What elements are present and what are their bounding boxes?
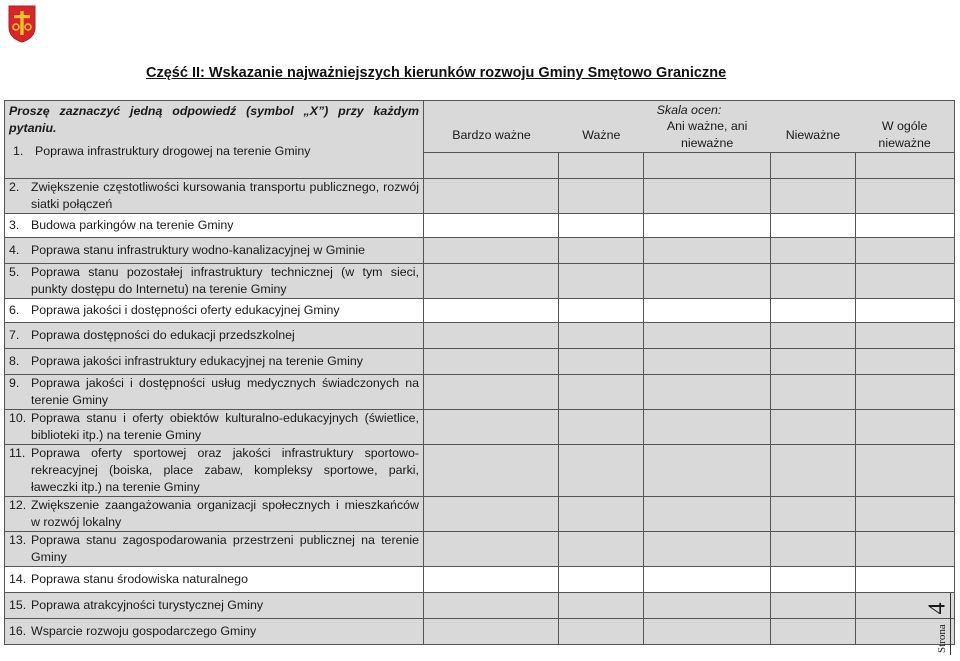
- answer-cell[interactable]: [771, 619, 856, 645]
- question-text: Poprawa stanu infrastruktury wodno-kanalizacyjnej w Gminie: [31, 243, 366, 257]
- question-text: Wsparcie rozwoju gospodarczego Gminy: [31, 624, 257, 638]
- answer-cell[interactable]: [644, 497, 771, 532]
- table-row: [5, 567, 955, 593]
- answer-cell[interactable]: [771, 410, 856, 445]
- answer-cell[interactable]: [771, 238, 856, 264]
- answer-cell[interactable]: [559, 264, 644, 299]
- answer-cell[interactable]: [644, 619, 771, 645]
- answer-cell[interactable]: [856, 497, 955, 532]
- answer-cell[interactable]: [856, 375, 955, 410]
- scale-title: Skala ocen:: [656, 103, 722, 117]
- answer-cell[interactable]: [424, 238, 559, 264]
- answer-cell[interactable]: [771, 593, 856, 619]
- answer-cell[interactable]: [856, 214, 955, 238]
- question-text: Poprawa oferty sportowej oraz jakości infrastruktury sportowo-rekreacyjnej (boiska, place zabaw, kompleksy sportowe, parki, ławeczki itp.) na terenie Gminy: [31, 446, 419, 494]
- answer-cell[interactable]: [559, 238, 644, 264]
- answer-cell[interactable]: [856, 238, 955, 264]
- question-text: Poprawa stanu pozostałej infrastruktury technicznej (w tym sieci, punkty dostępu do Internetu) na terenie Gminy: [31, 265, 419, 296]
- question-cell: [5, 375, 424, 410]
- question-text: Zwiększenie zaangażowania organizacji społecznych i mieszkańców w rozwój lokalny: [31, 498, 419, 529]
- answer-cell[interactable]: [856, 532, 955, 567]
- question-text: Zwiększenie częstotliwości kursowania transportu publicznego, rozwój siatki połączeń: [31, 180, 419, 211]
- question-text: Poprawa jakości i dostępności usług medycznych świadczonych na terenie Gminy: [31, 376, 419, 407]
- question-text: Poprawa stanu środowiska naturalnego: [31, 572, 248, 586]
- answer-cell[interactable]: [559, 375, 644, 410]
- answer-cell[interactable]: [424, 497, 559, 532]
- answer-cell[interactable]: [856, 445, 955, 497]
- answer-cell[interactable]: [644, 323, 771, 349]
- question-number: 16.: [9, 624, 27, 638]
- answer-cell[interactable]: [644, 593, 771, 619]
- table-row: [5, 264, 955, 299]
- section-title: Część II: Wskazanie najważniejszych kierunków rozwoju Gminy Smętowo Graniczne: [146, 65, 727, 81]
- question-number: 4.: [9, 243, 20, 257]
- scale-labels: [424, 118, 954, 152]
- answer-cell[interactable]: [644, 567, 771, 593]
- answer-cell[interactable]: [644, 410, 771, 445]
- question-text: Poprawa infrastruktury drogowej na terenie Gminy: [35, 144, 311, 158]
- answer-cell[interactable]: [644, 375, 771, 410]
- answer-cell[interactable]: [644, 445, 771, 497]
- answer-cell[interactable]: [424, 179, 559, 214]
- question-cell: [5, 619, 424, 645]
- answer-cell[interactable]: [771, 299, 856, 323]
- table-row: [5, 349, 955, 375]
- page-number-marker: [924, 595, 951, 653]
- scale-label-not-important-at-all: W ogóle nieważne: [878, 119, 931, 150]
- answer-cell[interactable]: [856, 264, 955, 299]
- scale-label-important: Ważne: [582, 127, 621, 142]
- table-row: [5, 238, 955, 264]
- answer-cell[interactable]: [424, 445, 559, 497]
- table-row: [5, 410, 955, 445]
- answer-cell[interactable]: [856, 153, 955, 179]
- question-number: 15.: [9, 598, 27, 612]
- answer-cell[interactable]: [771, 214, 856, 238]
- question-cell: [5, 264, 424, 299]
- table-row: [5, 445, 955, 497]
- question-number: 11.: [9, 446, 26, 460]
- question-number: 1.: [13, 144, 24, 158]
- answer-cell[interactable]: [771, 323, 856, 349]
- question-cell: [5, 445, 424, 497]
- question-number: 9.: [9, 376, 20, 390]
- answer-cell[interactable]: [644, 349, 771, 375]
- question-text: Budowa parkingów na terenie Gminy: [31, 218, 234, 232]
- answer-cell[interactable]: [856, 410, 955, 445]
- answer-cell[interactable]: [856, 179, 955, 214]
- answer-cell[interactable]: [644, 153, 771, 179]
- table-row: [5, 179, 955, 214]
- answer-cell[interactable]: [559, 497, 644, 532]
- scale-header: [424, 101, 955, 153]
- table-header-row: [5, 101, 955, 153]
- answer-cell[interactable]: [771, 349, 856, 375]
- answer-cell[interactable]: [644, 299, 771, 323]
- question-number: 6.: [9, 303, 20, 317]
- answer-cell[interactable]: [424, 349, 559, 375]
- scale-label-very-important: Bardzo ważne: [452, 127, 531, 142]
- rating-table: [4, 100, 955, 645]
- answer-cell[interactable]: [424, 375, 559, 410]
- answer-cell[interactable]: [559, 532, 644, 567]
- table-row: [5, 214, 955, 238]
- answer-cell[interactable]: [424, 153, 559, 179]
- question-number: 3.: [9, 218, 20, 232]
- answer-cell[interactable]: [559, 567, 644, 593]
- answer-cell[interactable]: [644, 264, 771, 299]
- question-cell: [5, 179, 424, 214]
- answer-cell[interactable]: [424, 410, 559, 445]
- answer-cell[interactable]: [856, 567, 955, 593]
- answer-cell[interactable]: [771, 179, 856, 214]
- question-1: [9, 143, 419, 160]
- question-number: 7.: [9, 328, 20, 342]
- answer-cell[interactable]: [424, 299, 559, 323]
- question-cell: [5, 497, 424, 532]
- question-text: Poprawa dostępności do edukacji przedszkolnej: [31, 328, 295, 342]
- coat-of-arms-icon: [8, 5, 36, 43]
- answer-cell[interactable]: [771, 375, 856, 410]
- question-cell: [5, 567, 424, 593]
- table-row: [5, 299, 955, 323]
- question-cell: [5, 323, 424, 349]
- answer-cell[interactable]: [771, 567, 856, 593]
- question-cell: [5, 214, 424, 238]
- answer-cell[interactable]: [559, 323, 644, 349]
- answer-cell[interactable]: [559, 153, 644, 179]
- page-number: 4: [924, 602, 951, 615]
- answer-cell[interactable]: [644, 532, 771, 567]
- question-number: 10.: [9, 411, 27, 425]
- answer-cell[interactable]: [559, 214, 644, 238]
- question-cell: [5, 349, 424, 375]
- page-label: Strona: [936, 624, 948, 653]
- question-cell: [5, 593, 424, 619]
- answer-cell[interactable]: [424, 567, 559, 593]
- answer-cell[interactable]: [856, 323, 955, 349]
- question-cell: [5, 410, 424, 445]
- instruction-cell: [5, 101, 424, 179]
- answer-cell[interactable]: [424, 323, 559, 349]
- answer-cell[interactable]: [644, 214, 771, 238]
- answer-cell[interactable]: [559, 179, 644, 214]
- question-text: Poprawa stanu i oferty obiektów kulturalno-edukacyjnych (świetlice, biblioteki itp.) na terenie Gminy: [31, 411, 419, 442]
- answer-cell[interactable]: [856, 299, 955, 323]
- table-row: [5, 593, 955, 619]
- answer-cell[interactable]: [559, 410, 644, 445]
- question-number: 14.: [9, 572, 27, 586]
- answer-cell[interactable]: [559, 445, 644, 497]
- answer-cell[interactable]: [644, 238, 771, 264]
- answer-cell[interactable]: [771, 445, 856, 497]
- question-text: Poprawa stanu zagospodarowania przestrzeni publicznej na terenie Gminy: [31, 533, 419, 564]
- answer-cell[interactable]: [559, 593, 644, 619]
- table-row: [5, 497, 955, 532]
- answer-cell[interactable]: [424, 619, 559, 645]
- table-row: [5, 619, 955, 645]
- instruction-text: Proszę zaznaczyć jedną odpowiedź (symbol „X”) przy każdym pytaniu.: [9, 104, 419, 135]
- answer-cell[interactable]: [771, 497, 856, 532]
- question-text: Poprawa jakości i dostępności oferty edukacyjnej Gminy: [31, 303, 340, 317]
- question-number: 2.: [9, 180, 20, 194]
- answer-cell[interactable]: [856, 349, 955, 375]
- question-number: 8.: [9, 354, 20, 368]
- answer-cell[interactable]: [424, 593, 559, 619]
- question-cell: [5, 532, 424, 567]
- question-cell: [5, 238, 424, 264]
- answer-cell[interactable]: [424, 214, 559, 238]
- table-row: [5, 375, 955, 410]
- table-row: [5, 323, 955, 349]
- answer-cell[interactable]: [644, 179, 771, 214]
- table-row: [5, 532, 955, 567]
- answer-cell[interactable]: [559, 349, 644, 375]
- answer-cell[interactable]: [424, 264, 559, 299]
- question-number: 5.: [9, 265, 20, 279]
- scale-label-neutral: Ani ważne, ani nieważne: [666, 119, 748, 150]
- answer-cell[interactable]: [771, 532, 856, 567]
- question-cell: [5, 299, 424, 323]
- answer-cell[interactable]: [559, 619, 644, 645]
- answer-cell[interactable]: [771, 264, 856, 299]
- question-number: 13.: [9, 533, 27, 547]
- answer-cell[interactable]: [771, 153, 856, 179]
- question-text: Poprawa atrakcyjności turystycznej Gminy: [31, 598, 264, 612]
- scale-label-unimportant: Nieważne: [785, 127, 841, 142]
- question-number: 12.: [9, 498, 27, 512]
- question-text: Poprawa jakości infrastruktury edukacyjnej na terenie Gminy: [31, 354, 363, 368]
- answer-cell[interactable]: [559, 299, 644, 323]
- answer-cell[interactable]: [424, 532, 559, 567]
